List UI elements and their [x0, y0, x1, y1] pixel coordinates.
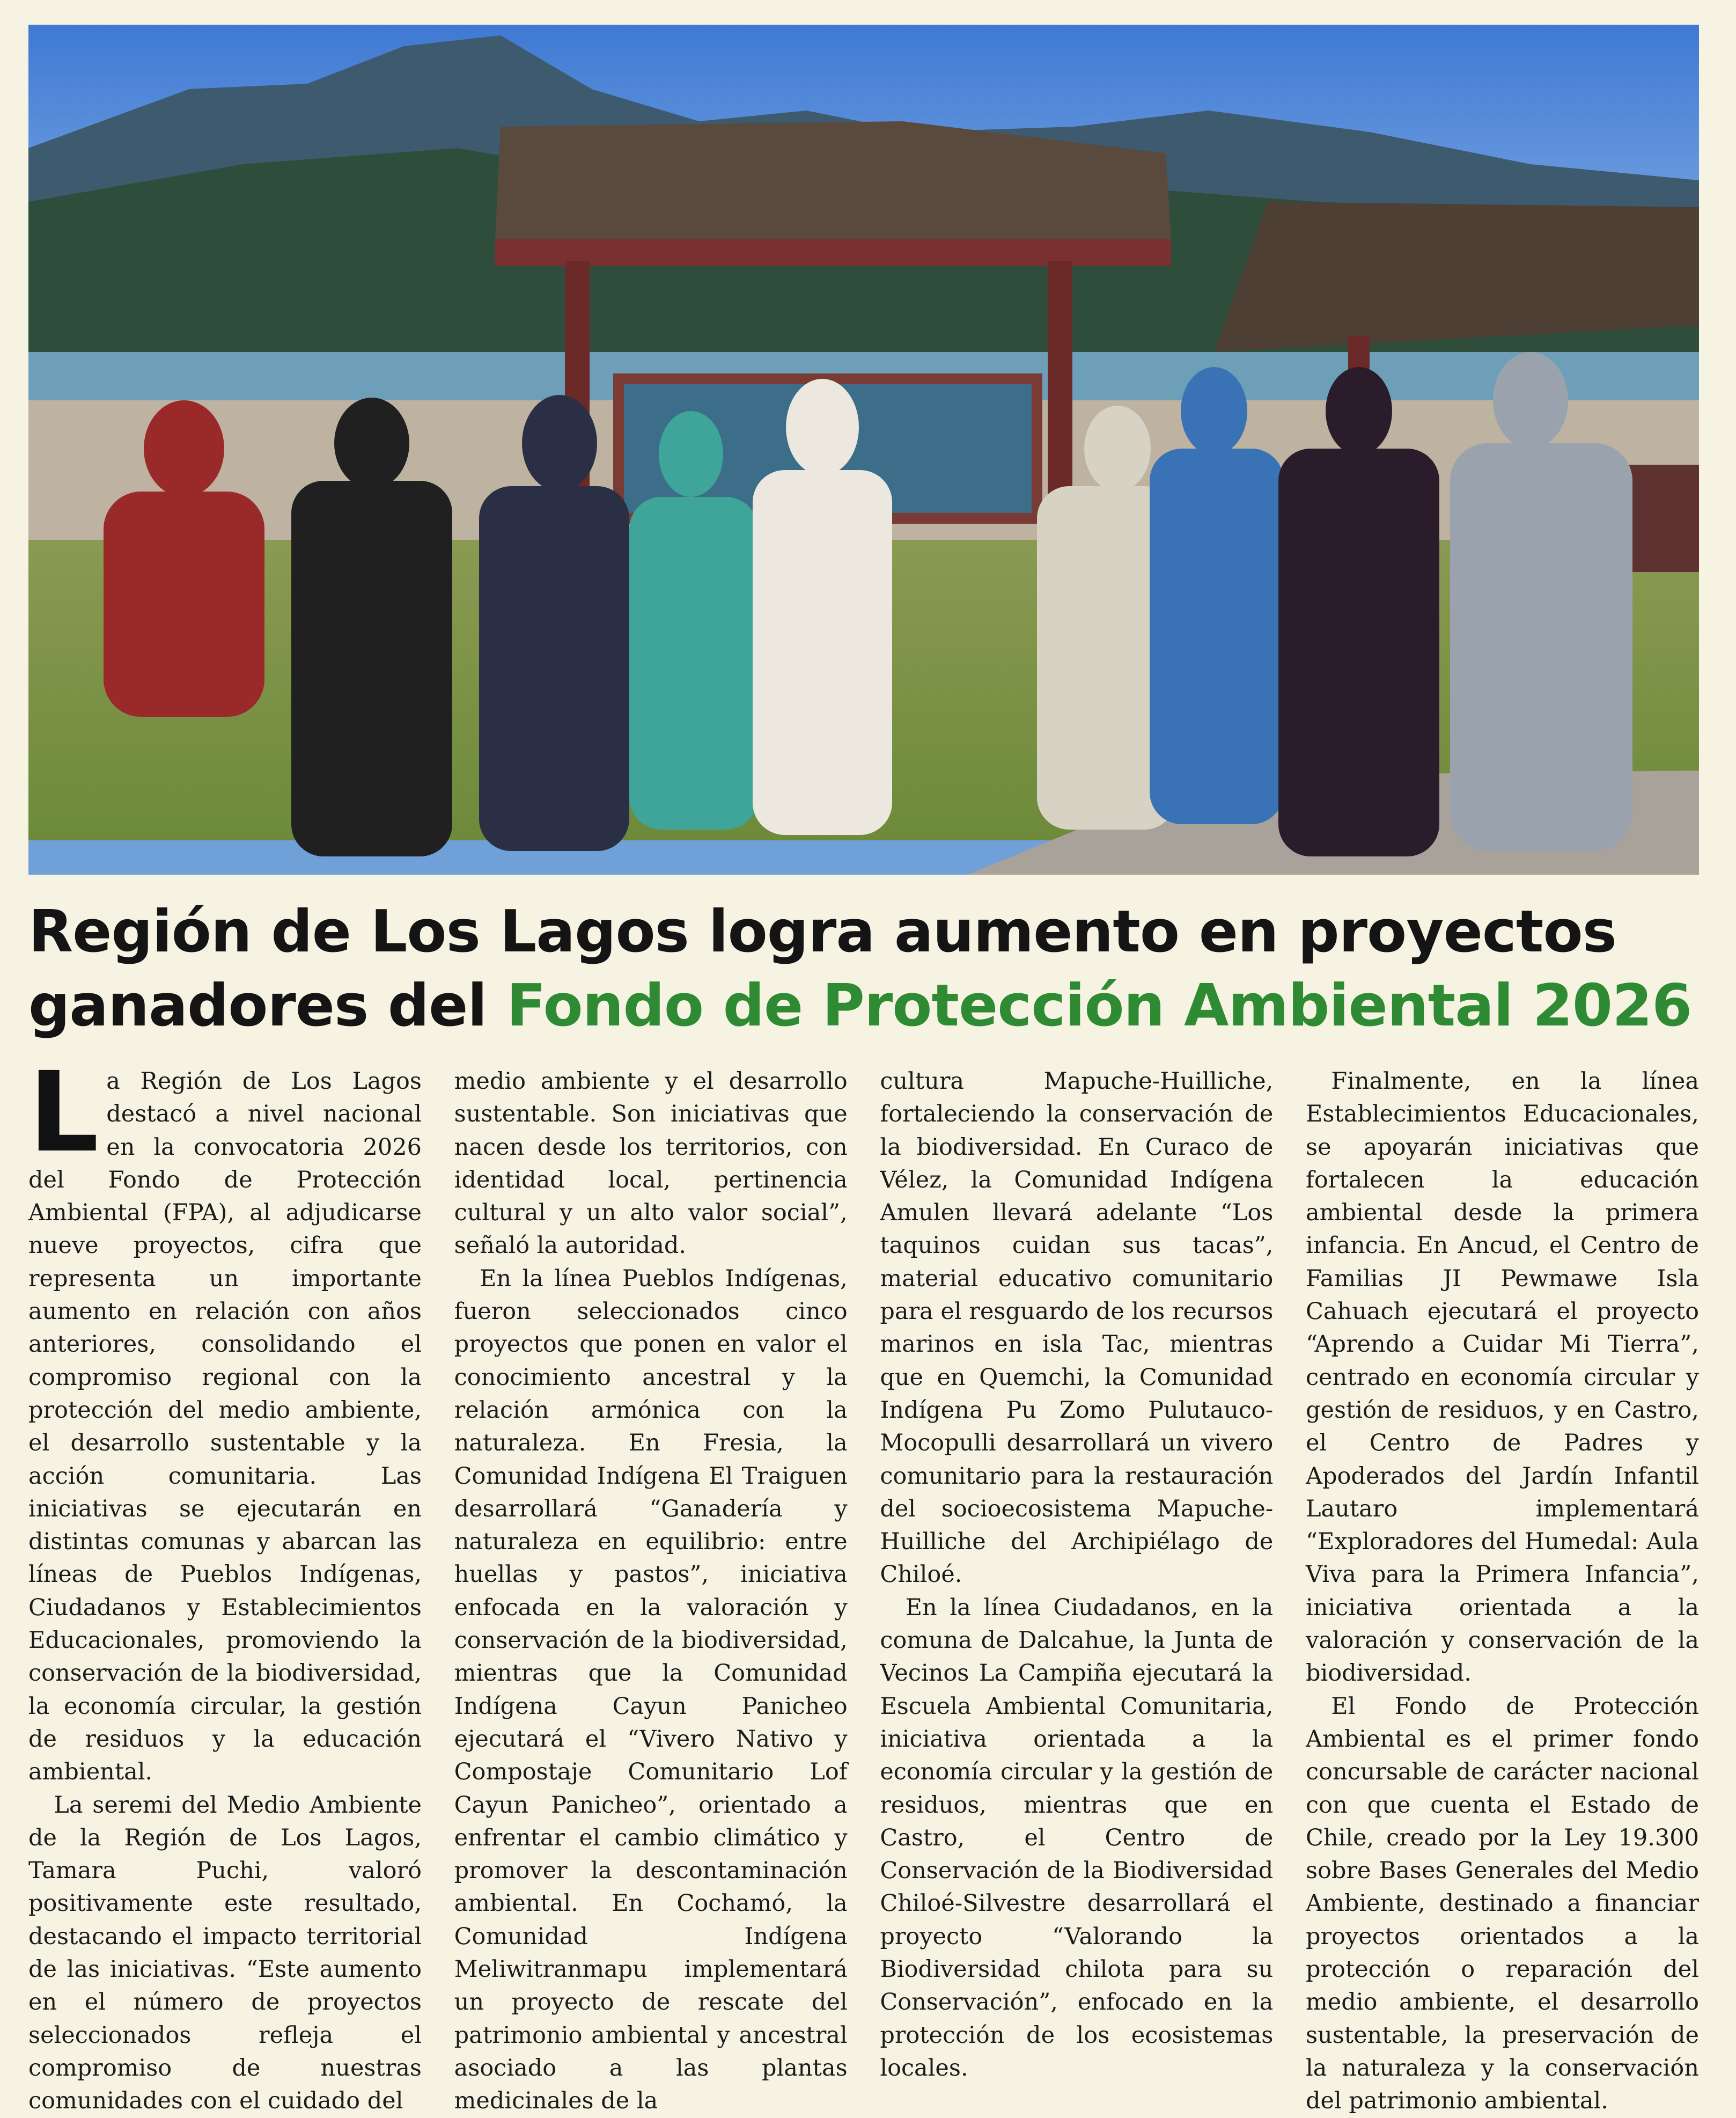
- article-column-3: [880, 1065, 1274, 2082]
- group-photo: [28, 25, 1699, 875]
- group-photo-icon: [28, 25, 1699, 875]
- paragraph-text: a Región de Los Lagos destacó a nivel nacional en la convocatoria 2026 del Fondo de Protección Ambiental (FPA), al adjudicarse nueve proyectos, cifra que representa un importante aumento en relación con años anteriores, consolidando el compromiso regional con la protección del medio ambiente, el desarrollo sustentable y la acción comunitaria. Las iniciativas se ejecutarán en distintas comunas y abarcan las líneas de Pueblos Indígenas, Ciudadanos y Establecimientos Educacionales, promoviendo la conservación de la biodiversidad, la economía circular, la gestión de residuos y la educación ambiental.: [28, 1068, 422, 1786]
- article-paragraph: medio ambiente y el desarrollo sustentable. Son iniciativas que nacen desde los territorios, con identidad local, pertinencia cultural y un alto valor social”, señaló la autoridad.: [454, 1068, 848, 1259]
- article-paragraph: La seremi del Medio Ambiente de la Región de Los Lagos, Tamara Puchi, valoró positivamente este resultado, destacando el impacto territorial de las iniciativas. “Este aumento en el número de proyectos seleccionados refleja el compromiso de nuestras comunidades con el cuidado del: [28, 1791, 422, 2115]
- article-paragraph: El Fondo de Protección Ambiental es el primer fondo concursable de carácter nacional con que cuenta el Estado de Chile, creado por la Ley 19.300 sobre Bases Generales del Medio Ambiente, destinado a financiar proyectos orientados a la protección o reparación del medio ambiente, el desarrollo sustentable, la preservación de la naturaleza y la conservación del patrimonio ambiental.: [1305, 1692, 1699, 2115]
- article-paragraph: [28, 1048, 422, 1789]
- article-column-1: [28, 1048, 422, 2115]
- article-paragraph: En la línea Ciudadanos, en la comuna de Dalcahue, la Junta de Vecinos La Campiña ejecutará la Escuela Ambiental Comunitaria, iniciativa orientada a la economía circular y la gestión de residuos, mientras que en Castro, el Centro de Conservación de la Biodiversidad Chiloé-Silvestre desarrollará el proyecto “Valorando la Biodiversidad chilota para su Conservación”, enfocado en la protección de los ecosistemas locales.: [880, 1594, 1274, 2082]
- article-body: [28, 1048, 1699, 2115]
- headline-line2-prefix: ganadores del: [28, 972, 487, 1039]
- article-paragraph: Finalmente, en la línea Establecimientos Educacionales, se apoyarán iniciativas que fortalecen la educación ambiental desde la primera infancia. En Ancud, el Centro de Familias JI Pewmawe Isla Cahuach ejecutará el proyecto “Aprendo a Cuidar Mi Tierra”, centrado en economía circular y gestión de residuos, y en Castro, el Centro de Padres y Apoderados del Jardín Infantil Lautaro implementará “Exploradores del Humedal: Aula Viva para la Primera Infancia”, iniciativa orientada a la valoración y conservación de la biodiversidad.: [1305, 1068, 1699, 1687]
- headline-line2: [28, 969, 1708, 1043]
- article-paragraph: cultura Mapuche-Huilliche, fortaleciendo la conservación de la biodiversidad. En Curaco de Vélez, la Comunidad Indígena Amulen llevará adelante “Los taquinos cuidan sus tacas”, material educativo comunitario para el resguardo de los recursos marinos en isla Tac, mientras que en Quemchi, la Comunidad Indígena Pu Zomo Pulutauco-Mocopulli desarrollará un vivero comunitario para la restauración del socioecosistema Mapuche-Huilliche del Archipiélago de Chiloé.: [880, 1068, 1274, 1588]
- article-column-4: [1305, 1065, 1699, 2115]
- dropcap: L: [28, 1048, 99, 1177]
- headline-accent: Fondo de Protección Ambiental 2026: [506, 972, 1692, 1039]
- headline-line1: Región de Los Lagos logra aumento en proyectos: [28, 898, 1616, 965]
- headline: [28, 895, 1708, 1043]
- article-paragraph: En la línea Pueblos Indígenas, fueron seleccionados cinco proyectos que ponen en valor el conocimiento ancestral y la relación armónica con la naturaleza. En Fresia, la Comunidad Indígena El Traiguen desarrollará “Ganadería y naturaleza en equilibrio: entre huellas y pastos”, iniciativa enfocada en la valoración y conservación de la biodiversidad, mientras que la Comunidad Indígena Cayun Panicheo ejecutará el “Vivero Nativo y Compostaje Comunitario Lof Cayun Panicheo”, orientado a enfrentar el cambio climático y promover la descontaminación ambiental. En Cochamó, la Comunidad Indígena Meliwitranmapu implementará un proyecto de rescate del patrimonio ambiental y ancestral asociado a las plantas medicinales de la: [454, 1265, 848, 2115]
- article-column-2: [454, 1065, 848, 2115]
